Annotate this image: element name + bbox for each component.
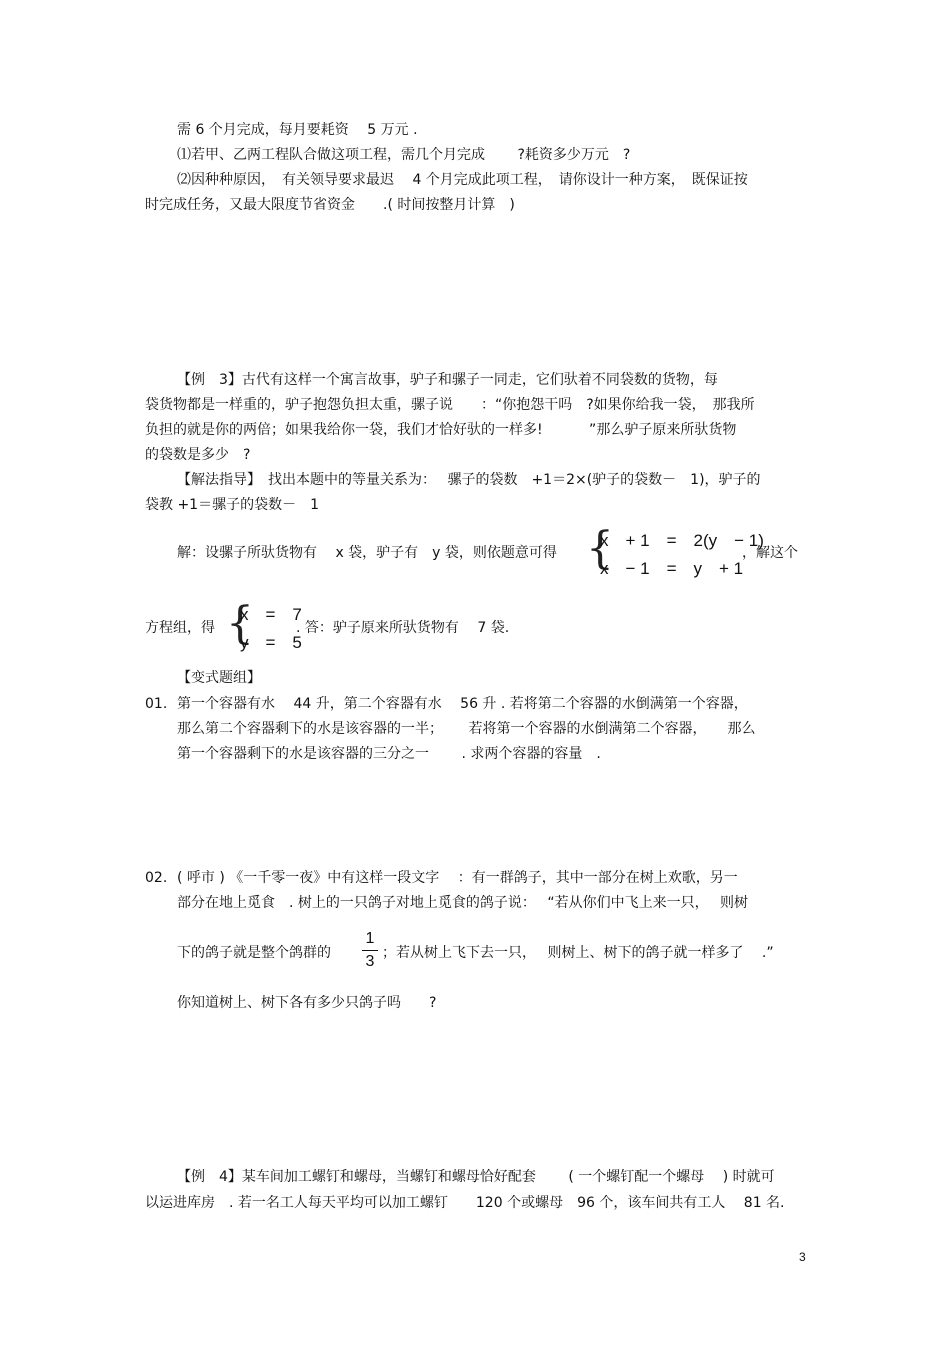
intro-question-1: ⑴若甲、乙两工程队合做这项工程，需几个月完成 ?耗资多少万元 ? <box>177 147 631 163</box>
method-guide-line-1: 【解法指导】 找出本题中的等量关系为： 骡子的袋数 +1＝2×(驴子的袋数－ 1)，驴子的 <box>177 472 761 488</box>
fraction-bar <box>362 950 378 951</box>
page-number: 3 <box>799 1250 806 1264</box>
example-4-line-1: 【例 4】某车间加工螺钉和螺母，当螺钉和螺母恰好配套 ( 一个螺钉配一个螺母 ) 时就可 <box>177 1169 775 1185</box>
equation-1b: x − 1 = y + 1 <box>600 559 744 578</box>
question-02-line-1: ( 呼市 ) 《一千零一夜》中有这样一段文字 ：有一群鸽子，其中一部分在树上欢歌，另一 <box>177 870 738 886</box>
question-02-line-2: 部分在地上觅食 . 树上的一只鸽子对地上觅食的鸽子说： “若从你们中飞上来一只， 则树 <box>177 895 749 911</box>
question-02-number: 02. <box>145 870 168 886</box>
variant-group-title: 【变式题组】 <box>177 670 261 686</box>
intro-question-2-cont: 时完成任务，又最大限度节省资金 .( 时间按整月计算 ) <box>145 197 515 213</box>
example-3-line-4: 的袋数是多少 ? <box>145 447 251 463</box>
equation-2b: y = 5 <box>240 633 302 652</box>
example-3-line-1: 【例 3】古代有这样一个寓言故事，驴子和骡子一同走，它们驮着不同袋数的货物，每 <box>177 372 718 388</box>
fraction-numerator: 1 <box>365 930 375 947</box>
equation-system-brace-2: { <box>226 598 254 649</box>
solution-line-2-end: . 答：驴子原来所驮货物有 7 袋. <box>296 620 510 636</box>
solution-line-1: 解：设骡子所驮货物有 x 袋，驴子有 y 袋，则依题意可得 <box>177 545 557 561</box>
question-01-line-1: 第一个容器有水 44 升，第二个容器有水 56 升 . 若将第二个容器的水倒满第一个容器， <box>177 696 748 712</box>
example-3-line-3: 负担的就是你的两倍；如果我给你一袋，我们才恰好驮的一样多! ”那么驴子原来所驮货物 <box>145 422 737 438</box>
question-02-line-3b: ；若从树上飞下去一只， 则树上、树下的鸽子就一样多了 .” <box>382 945 774 961</box>
question-02-line-3a: 下的鸽子就是整个鸽群的 <box>177 945 331 961</box>
equation-2a: x = 7 <box>240 605 302 624</box>
intro-question-2: ⑵因种种原因， 有关领导要求最迟 4 个月完成此项工程， 请你设计一种方案， 既保证按 <box>177 172 748 188</box>
fraction-one-third <box>362 930 378 971</box>
equation-1a: x + 1 = 2(y − 1) <box>600 531 764 550</box>
method-guide-line-2: 袋教 +1＝骡子的袋数－ 1 <box>145 497 319 513</box>
question-01-line-2: 那么第二个容器剩下的水是该容器的一半； 若将第一个容器的水倒满第二个容器， 那么 <box>177 721 756 737</box>
example-3-line-2: 袋货物都是一样重的，驴子抱怨负担太重，骡子说 ：“你抱怨干吗 ?如果你给我一袋， 那我所 <box>145 397 755 413</box>
solution-line-1-end: ，解这个 <box>742 545 798 561</box>
solution-line-2: 方程组，得 <box>145 620 215 636</box>
example-4-line-2: 以运进库房 . 若一名工人每天平均可以加工螺钉 120 个或螺母 96 个，该车间共有工人 81 名. <box>145 1195 785 1211</box>
equation-system-brace-1: { <box>586 523 614 574</box>
question-01-number: 01. <box>145 696 168 712</box>
intro-line-1: 需 6 个月完成，每月要耗资 5 万元 . <box>177 122 418 138</box>
question-02-line-4: 你知道树上、树下各有多少只鸽子吗 ? <box>177 995 437 1011</box>
question-01-line-3: 第一个容器剩下的水是该容器的三分之一 . 求两个容器的容量 . <box>177 746 601 762</box>
fraction-denominator: 3 <box>365 953 375 970</box>
